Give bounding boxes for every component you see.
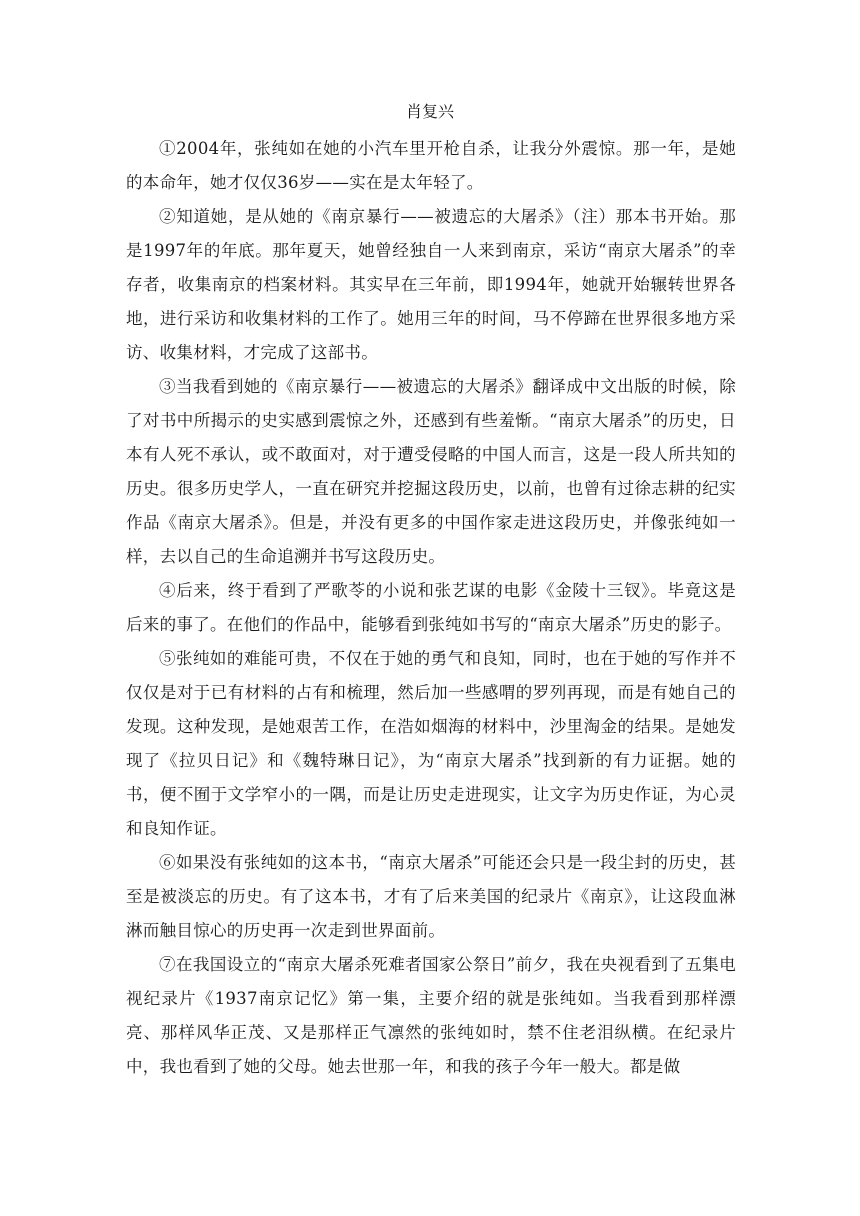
paragraph-1: ①2004年，张纯如在她的小汽车里开枪自杀，让我分外震惊。那一年，是她的本命年，她才仅仅36岁——实在是太年轻了。 bbox=[126, 139, 736, 192]
paragraph-3: ③当我看到她的《南京暴行——被遗忘的大屠杀》翻译成中文出版的时候，除了对书中所揭示的史实感到震惊之外，还感到有些羞惭。“南京大屠杀”的历史，日本有人死不承认，或不敢面对，对于遭受侵略的中国人而言，这是一段人所共知的历史。很多历史学人，一直在研究并挖掘这段历史，以前，也曾有过徐志耕的纪实作品《南京大屠杀》。但是，并没有更多的中国作家走进这段历史，并像张纯如一样，去以自己的生命追溯并书写这段历史。 bbox=[126, 377, 736, 566]
paragraph-2: ②知道她，是从她的《南京暴行——被遗忘的大屠杀》（注）那本书开始。那是1997年的年底。那年夏天，她曾经独自一人来到南京，采访“南京大屠杀”的幸存者，收集南京的档案材料。其实早在三年前，即1994年，她就开始辗转世界各地，进行采访和收集材料的工作了。她用三年的时间，马不停蹄在世界很多地方采访、收集材料，才完成了这部书。 bbox=[126, 207, 736, 362]
paragraph-6: ⑥如果没有张纯如的这本书，“南京大屠杀”可能还会只是一段尘封的历史，甚至是被淡忘的历史。有了这本书，才有了后来美国的纪录片《南京》，让这段血淋淋而触目惊心的历史再一次走到世界面前。 bbox=[126, 853, 736, 940]
paragraph-4: ④后来，终于看到了严歌苓的小说和张艺谋的电影《金陵十三钗》。毕竟这是后来的事了。在他们的作品中，能够看到张纯如书写的“南京大屠杀”历史的影子。 bbox=[126, 581, 736, 634]
author-name: 肖复兴 bbox=[405, 102, 454, 121]
paragraph-7: ⑦在我国设立的“南京大屠杀死难者国家公祭日”前夕，我在央视看到了五集电视纪录片《1937南京记忆》第一集，主要介绍的就是张纯如。当我看到那样漂亮、那样风华正茂、又是那样正气凛然的张纯如时，禁不住老泪纵横。在纪录片中，我也看到了她的父母。她去世那一年，和我的孩子今年一般大。都是做 bbox=[126, 955, 736, 1076]
paragraph-5: ⑤张纯如的难能可贵，不仅在于她的勇气和良知，同时，也在于她的写作并不仅仅是对于已有材料的占有和梳理，然后加一些感喟的罗列再现，而是有她自己的发现。这种发现，是她艰苦工作，在浩如烟海的材料中，沙里淘金的结果。是她发现了《拉贝日记》和《魏特琳日记》，为“南京大屠杀”找到新的有力证据。她的书，便不囿于文学窄小的一隅，而是让历史走进现实，让文字为历史作证，为心灵和良知作证。 bbox=[126, 649, 736, 838]
article-body bbox=[126, 132, 736, 1084]
